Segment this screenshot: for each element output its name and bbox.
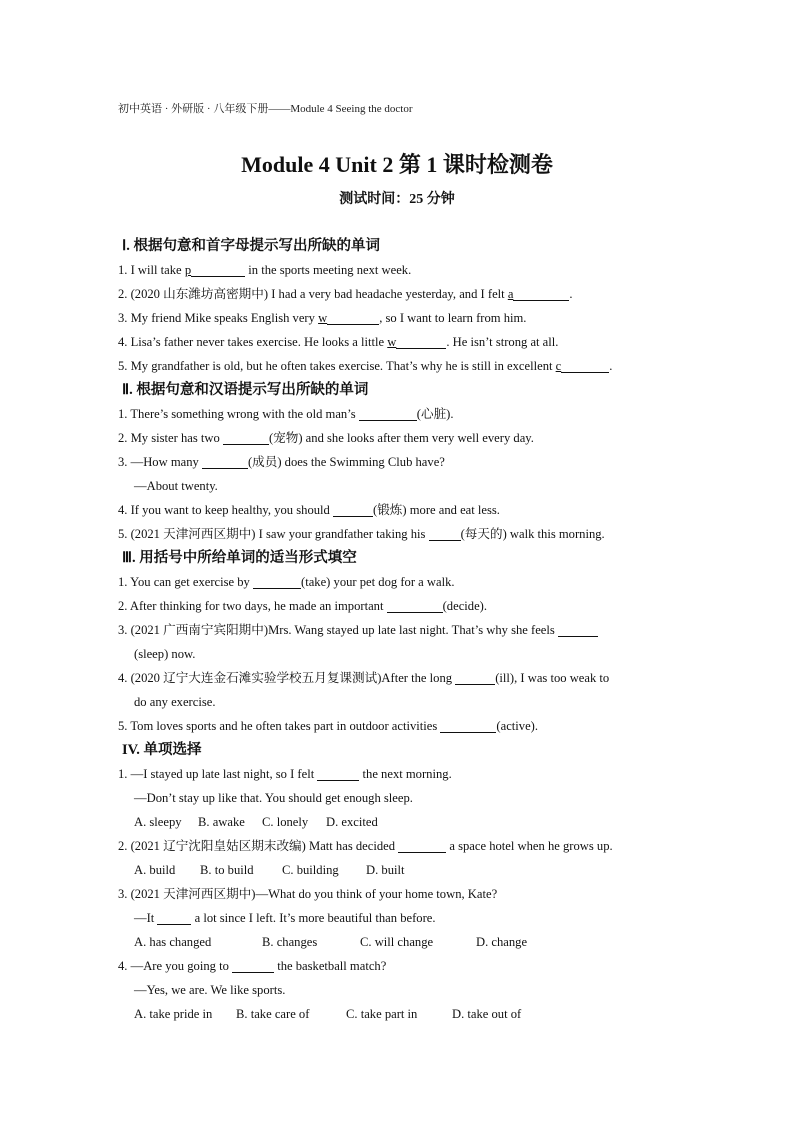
question: 5. My grandfather is old, but he often takes exercise. That’s why he is still in excellent c .	[118, 359, 613, 373]
option[interactable]: B. changes	[262, 935, 318, 949]
answer-blank[interactable]	[202, 453, 248, 469]
answer-blank[interactable]	[333, 501, 373, 517]
page-title: Module 4 Unit 2 第 1 课时检测卷	[241, 152, 553, 177]
question: 1. —I stayed up late last night, so I felt the next morning.	[118, 767, 452, 781]
hint-letter: w	[387, 335, 397, 349]
answer-blank[interactable]	[327, 309, 379, 325]
options-row	[118, 930, 678, 954]
question: 5. (2021 天津河西区期中) I saw your grandfather taking his (每天的) walk this morning.	[118, 527, 605, 541]
answer-blank[interactable]	[429, 525, 461, 541]
section-1-title: Ⅰ. 根据句意和首字母提示写出所缺的单词	[122, 238, 381, 254]
question: 3. —How many (成员) does the Swimming Club have?	[118, 455, 445, 469]
answer-blank[interactable]	[317, 765, 359, 781]
hint-letter: c	[555, 359, 562, 373]
option[interactable]: C. take part in	[346, 1007, 418, 1021]
answer-blank[interactable]	[387, 597, 443, 613]
option[interactable]: A. take pride in	[134, 1007, 213, 1021]
answer-blank[interactable]	[440, 717, 496, 733]
answer-blank[interactable]	[253, 573, 301, 589]
question: 2. My sister has two (宠物) and she looks after them very well every day.	[118, 431, 534, 445]
answer-blank[interactable]	[561, 357, 609, 373]
hint-letter: w	[318, 311, 328, 325]
answer-blank[interactable]	[558, 621, 598, 637]
option[interactable]: B. to build	[200, 863, 254, 877]
question: 5. Tom loves sports and he often takes part in outdoor activities (active).	[118, 719, 539, 733]
answer-blank[interactable]	[223, 429, 269, 445]
answer-blank[interactable]	[396, 333, 446, 349]
option[interactable]: C. lonely	[262, 815, 309, 829]
question: 2. (2020 山东潍坊高密期中) I had a very bad headache yesterday, and I felt a .	[118, 287, 573, 301]
option[interactable]: C. building	[282, 863, 339, 877]
option[interactable]: A. has changed	[134, 935, 212, 949]
section-3-title: Ⅲ. 用括号中所给单词的适当形式填空	[122, 550, 357, 566]
question: 4. If you want to keep healthy, you should (锻炼) more and eat less.	[118, 503, 500, 517]
question: 1. There’s something wrong with the old man’s (心脏).	[118, 407, 454, 421]
option[interactable]: A. sleepy	[134, 815, 182, 829]
option[interactable]: C. will change	[360, 935, 434, 949]
options-row	[118, 858, 678, 882]
question-reply: —Yes, we are. We like sports.	[134, 983, 286, 997]
question: 2. After thinking for two days, he made an important (decide).	[118, 599, 488, 613]
question: 4. —Are you going to the basketball match?	[118, 959, 387, 973]
question: 3. (2021 天津河西区期中)—What do you think of your home town, Kate?	[118, 887, 498, 901]
answer-blank[interactable]	[398, 837, 446, 853]
exercise-content	[118, 234, 678, 1026]
options-row	[118, 1002, 678, 1026]
question: 4. Lisa’s father never takes exercise. He looks a little w . He isn’t strong at all.	[118, 335, 559, 349]
question: 4. (2020 辽宁大连金石滩实验学校五月复课测试)After the long (ill), I was too weak to	[118, 671, 610, 685]
test-time: 测试时间：25 分钟	[339, 192, 455, 207]
question-continuation: (sleep) now.	[134, 647, 196, 661]
answer-blank[interactable]	[232, 957, 274, 973]
question: 1. I will take p in the sports meeting next week.	[118, 263, 412, 277]
option[interactable]: A. build	[134, 863, 176, 877]
question: 2. (2021 辽宁沈阳皇姑区期末改编) Matt has decided a space hotel when he grows up.	[118, 839, 613, 853]
answer-blank[interactable]	[513, 285, 569, 301]
option[interactable]: B. awake	[198, 815, 245, 829]
answer-blank[interactable]	[455, 669, 495, 685]
question-reply: —About twenty.	[134, 479, 218, 493]
options-row	[118, 810, 678, 834]
option[interactable]: D. take out of	[452, 1007, 522, 1021]
question-continuation: do any exercise.	[134, 695, 216, 709]
hint-letter: p	[184, 263, 192, 277]
question-reply: —Don’t stay up like that. You should get enough sleep.	[134, 791, 413, 805]
page-header: 初中英语 · 外研版 · 八年级下册——Module 4 Seeing the doctor	[118, 103, 413, 115]
answer-blank[interactable]	[157, 909, 191, 925]
question: 3. My friend Mike speaks English very w , so I want to learn from him.	[118, 311, 527, 325]
section-4-title: IV. 单项选择	[122, 742, 202, 758]
hint-letter: a	[507, 287, 514, 301]
question: 1. You can get exercise by (take) your pet dog for a walk.	[118, 575, 455, 589]
option[interactable]: D. built	[366, 863, 405, 877]
option[interactable]: D. excited	[326, 815, 378, 829]
question-reply: —It a lot since I left. It’s more beautiful than before.	[134, 911, 436, 925]
answer-blank[interactable]	[359, 405, 417, 421]
option[interactable]: D. change	[476, 935, 528, 949]
option[interactable]: B. take care of	[236, 1007, 310, 1021]
answer-blank[interactable]	[191, 261, 245, 277]
section-2-title: Ⅱ. 根据句意和汉语提示写出所缺的单词	[122, 382, 369, 398]
question: 3. (2021 广西南宁宾阳期中)Mrs. Wang stayed up late last night. That’s why she feels	[118, 618, 678, 642]
